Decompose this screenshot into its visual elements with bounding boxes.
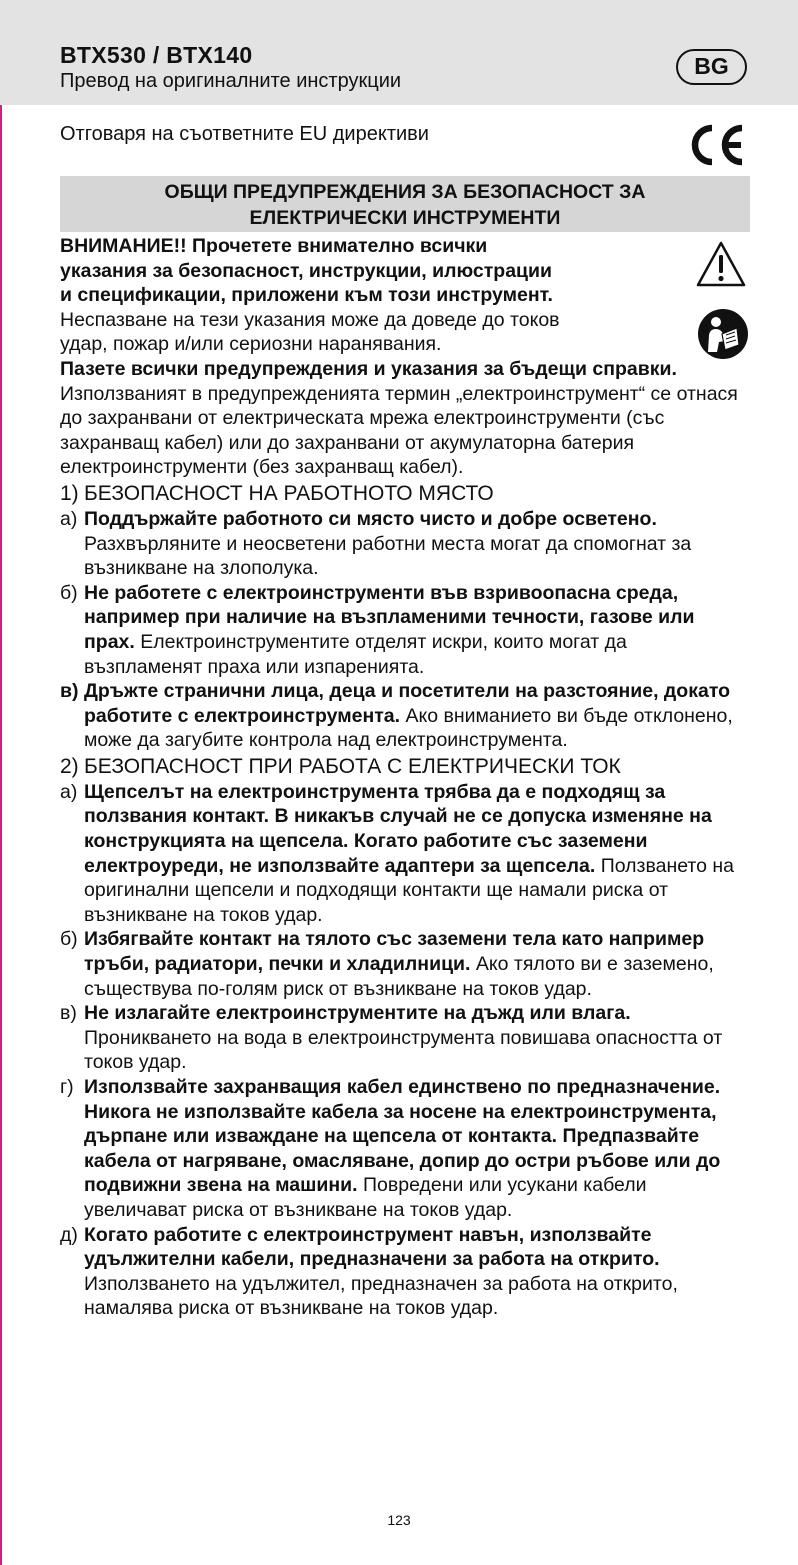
intro-warning-line: указания за безопасност, инструкции, илюстрации: [60, 259, 553, 282]
item-marker: в): [60, 680, 79, 703]
item-text: [84, 581, 750, 679]
section-title: БЕЗОПАСНОСТ ПРИ РАБОТА С ЕЛЕКТРИЧЕСКИ ТОК: [84, 754, 621, 778]
item-text: [84, 1075, 750, 1223]
list-item: [60, 581, 750, 679]
ce-mark-icon: [688, 122, 748, 168]
item-text: [84, 679, 750, 753]
item-marker: в): [60, 1002, 77, 1025]
item-normal-text: Разхвърляните и неосветени работни места могат да спомогнат за възникване на злополука.: [84, 532, 692, 580]
list-item: [60, 1223, 750, 1321]
item-normal-text: Електроинструментите отделят искри, които могат да възпламенят праха или изпаренията.: [84, 630, 627, 678]
list-item: [60, 507, 750, 581]
language-badge: BG: [676, 49, 747, 85]
intro-term-definition: Използваният в предупрежденията термин „електроинструмент“ се отнася до захранвани от електрическата мрежа електроинструменти (със захранващ кабел) или до захранвани от акумулаторна батерия електроинструменти (без захранващ кабел).: [60, 382, 738, 479]
intro-consequence-line: Неспазване на тези указания може да доведе до токов: [60, 308, 560, 331]
intro-consequence-line: удар, пожар и/или сериозни наранявания.: [60, 333, 442, 356]
intro-keep-instructions: Пазете всички предупреждения и указания за бъдещи справки.: [60, 357, 677, 380]
item-bold-text: Не излагайте електроинструментите на дъжд или влага.: [84, 1002, 631, 1025]
item-text: [84, 780, 750, 928]
banner-title-line2: ЕЛЕКТРИЧЕСКИ ИНСТРУМЕНТИ: [249, 207, 561, 229]
item-bold-text: Когато работите с електроинструмент навън, използвайте удължителни кабели, предназначени за работа на открито.: [84, 1223, 660, 1271]
section-banner: [60, 176, 750, 232]
item-marker: б): [60, 581, 78, 604]
compliance-text: Отговаря на съответните EU директиви: [60, 123, 429, 145]
list-item: [60, 927, 750, 1001]
item-marker: б): [60, 928, 78, 951]
section-number: 2): [60, 754, 79, 778]
banner-title-line1: ОБЩИ ПРЕДУПРЕЖДЕНИЯ ЗА БЕЗОПАСНОСТ ЗА: [164, 181, 646, 203]
intro-warning-line: ВНИМАНИЕ!! Прочетете внимателно всички: [60, 235, 488, 257]
page-number: 123: [387, 1512, 411, 1528]
item-marker: д): [60, 1223, 78, 1246]
list-item: [60, 780, 750, 928]
item-text: [84, 1001, 750, 1075]
section-title: БЕЗОПАСНОСТ НА РАБОТНОТО МЯСТО: [84, 481, 494, 505]
model-title: BTX530 / BTX140: [60, 42, 253, 68]
item-text: [84, 1223, 750, 1321]
list-item: [60, 679, 750, 753]
document-subtitle: Превод на оригиналните инструкции: [60, 70, 402, 92]
item-bold-text: Не работете с електроинструменти във взривоопасна среда, например при наличие на възпламеними течности, газове или прах.: [84, 581, 695, 653]
item-normal-text: Проникването на вода в електроинструмента повишава опасността от токов удар.: [84, 1026, 723, 1074]
intro-warning-line: и спецификации, приложени към този инструмент.: [60, 284, 553, 307]
item-marker: г): [60, 1076, 74, 1098]
item-text: [84, 507, 750, 581]
item-normal-text: Повредени или усукани кабели увеличават риска от възникване на токов удар.: [84, 1174, 647, 1221]
section-heading-2: [60, 753, 750, 780]
item-bold-text: Дръжте странични лица, деца и посетители на разстояние, докато работите с електроинструмента.: [84, 680, 731, 727]
item-marker: а): [60, 507, 78, 530]
section-number: 1): [60, 481, 79, 505]
item-normal-text: Ако вниманието ви бъде отклонено, може да загубите контрола над електроинструмента.: [84, 704, 733, 752]
content-area: [60, 234, 750, 1321]
item-bold-text: Поддържайте работното си място чисто и добре осветено.: [84, 507, 657, 530]
item-normal-text: Ползването на оригинални щепсели и подходящи контакти ще намали риска от възникване на токов удар.: [84, 854, 735, 926]
list-item: [60, 1075, 750, 1223]
item-normal-text: Ако тялото ви е заземено, съществува по-голям риск от възникване на токов удар.: [84, 953, 714, 1000]
page-edge-marker: [0, 0, 2, 1565]
section-heading-1: [60, 480, 750, 507]
item-bold-text: Избягвайте контакт на тялото със заземени тела като например тръби, радиатори, печки и хладилници.: [84, 928, 705, 976]
item-bold-text: Щепселът на електроинструмента трябва да е подходящ за ползвания контакт. В никакъв случай не се допуска изменяне на конструкцията на щепсела. Когато работите със заземени електроуреди, не използвайте адаптери за щепсела.: [84, 780, 712, 877]
item-bold-text: Използвайте захранващия кабел единствено по предназначение. Никога не използвайте кабела за носене на електроинструмента, дърпане или изваждане на щепсела от контакта. Предпазвайте кабела от нагряване, омасляване, допир до остри ръбове или до подвижни звена на машини.: [84, 1076, 721, 1197]
item-marker: а): [60, 780, 78, 803]
header-bar: [0, 0, 798, 105]
list-item: [60, 1001, 750, 1075]
item-text: [84, 927, 750, 1001]
item-normal-text: Използването на удължител, предназначен за работа на открито, намалява риска от възникване на токов удар.: [84, 1272, 678, 1320]
